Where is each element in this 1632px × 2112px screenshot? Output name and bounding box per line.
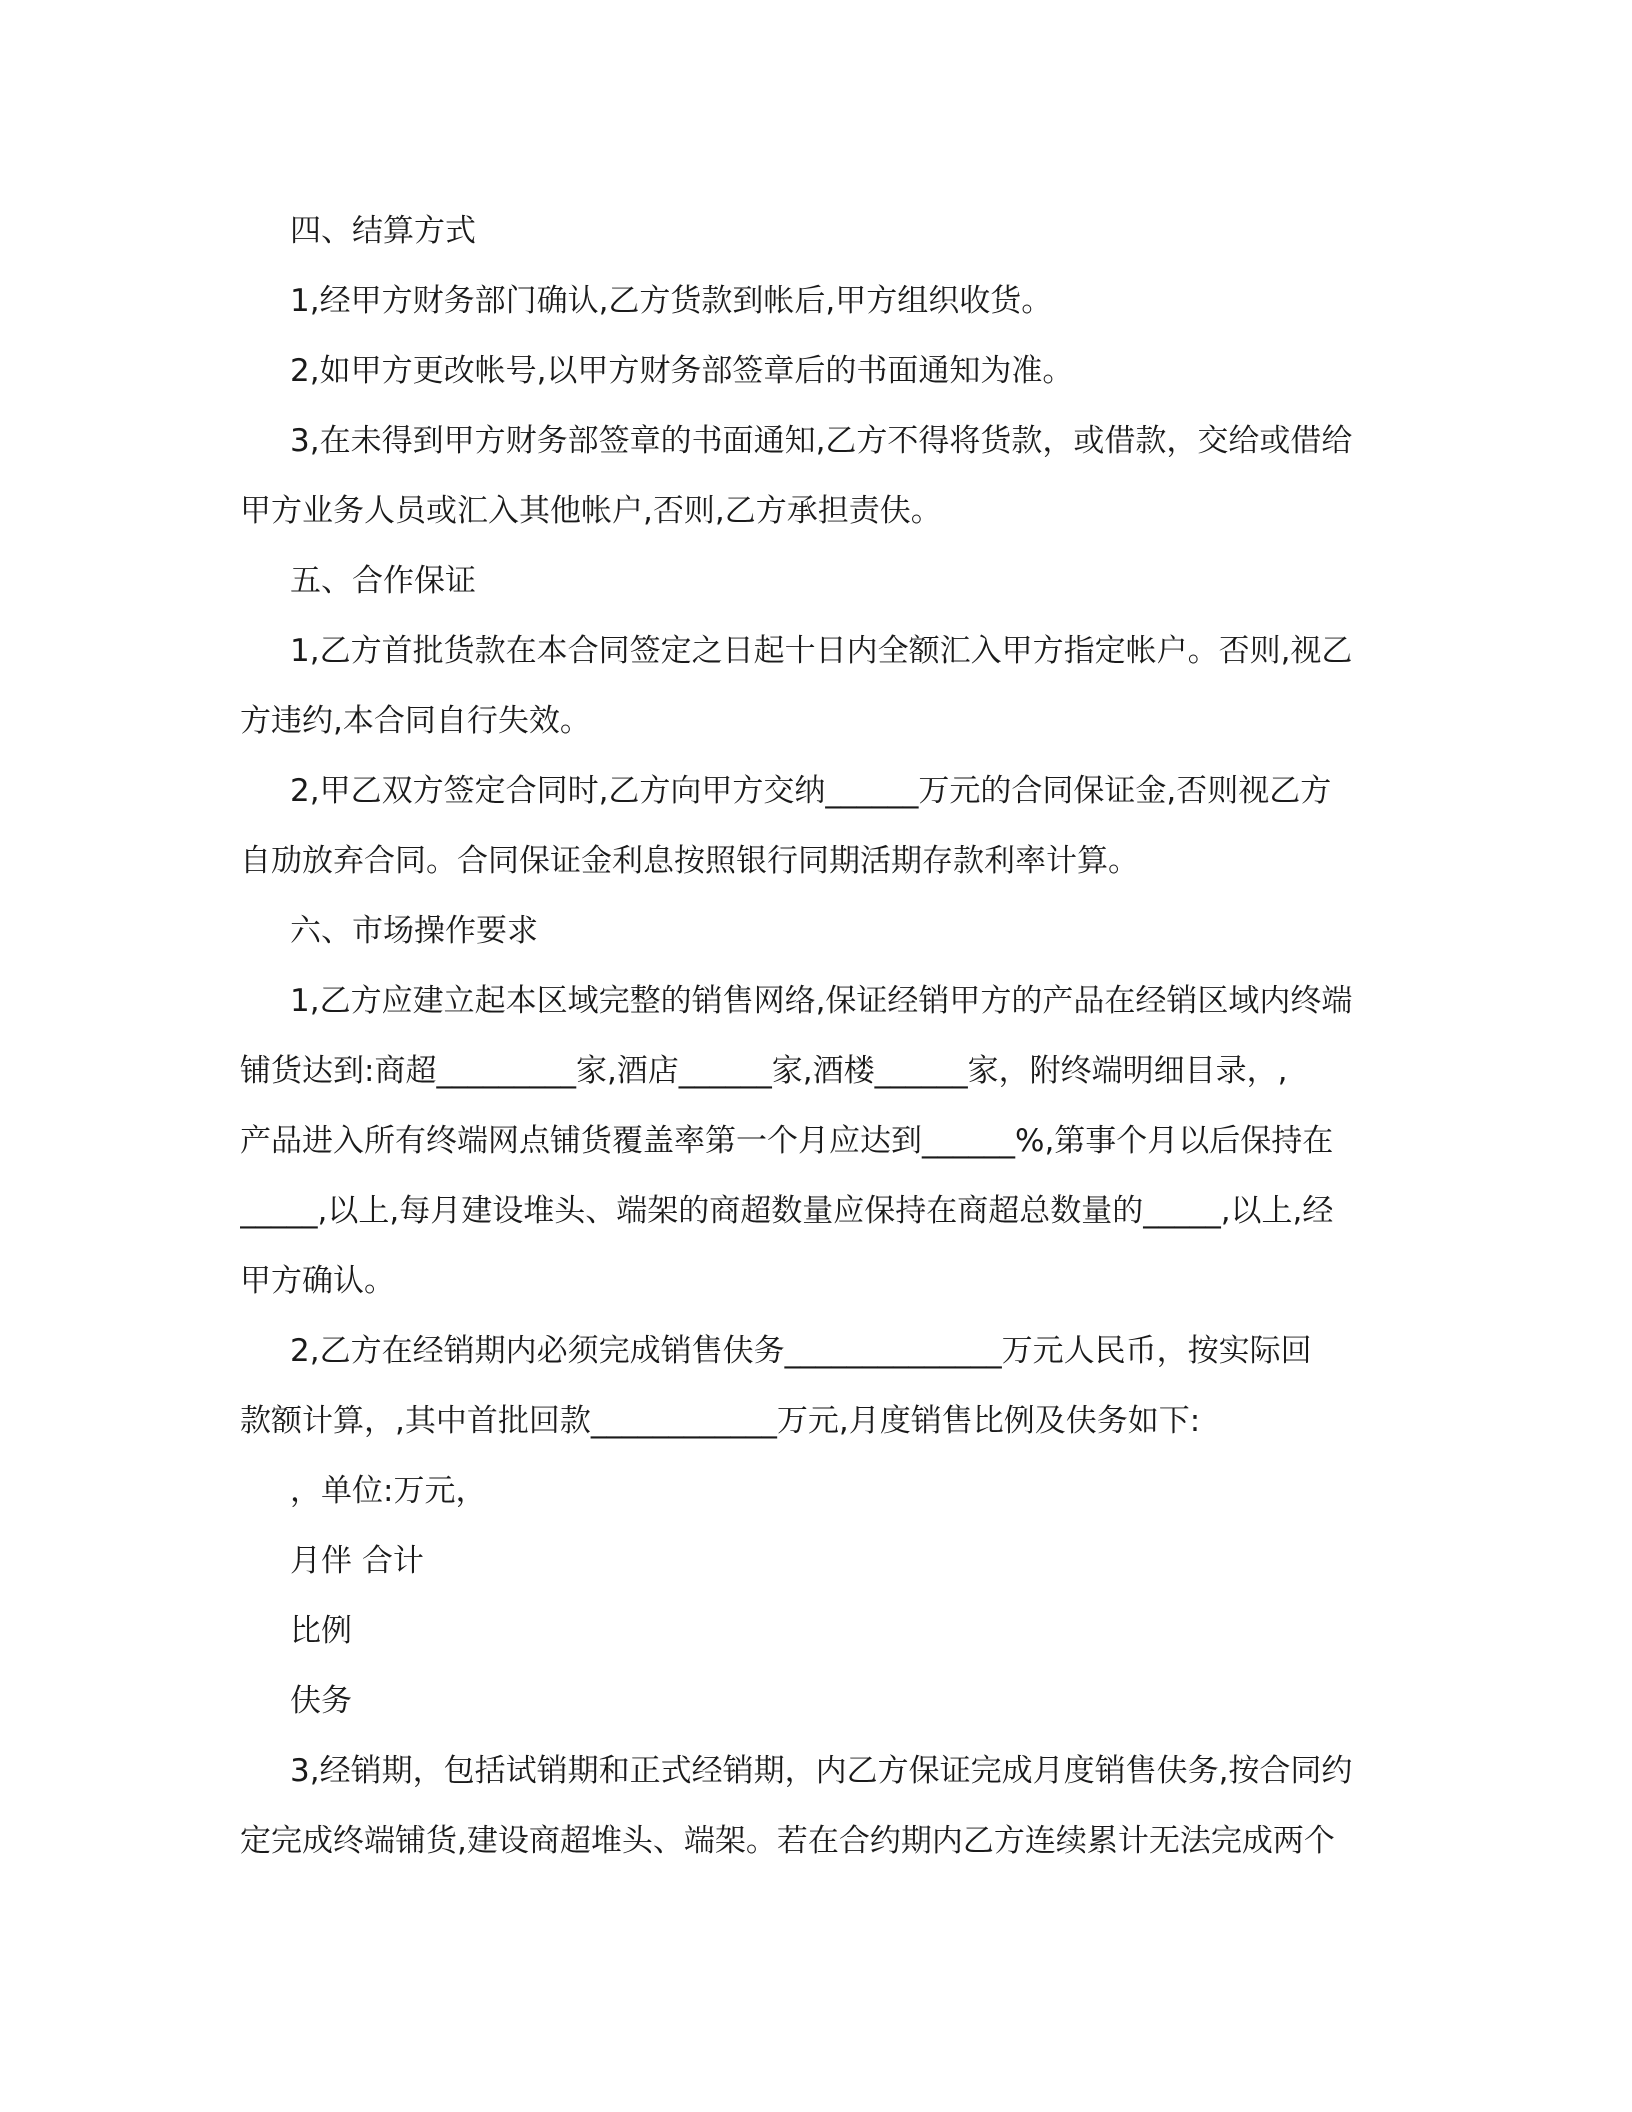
text-line: ，单位:万元， — [290, 1473, 487, 1509]
text-line: 款额计算，,其中首批回款____________万元,月度销售比例及伕务如下: — [240, 1403, 1201, 1439]
text-line: 比例 — [290, 1613, 352, 1649]
text-line: 六、市场操作要求 — [290, 913, 538, 949]
text-line: 铺货达到:商超_________家,酒店______家,酒楼______家，附终端明细目录，, — [240, 1053, 1288, 1089]
text-line: 1,乙方首批货款在本合同签定之日起十日内全额汇入甲方指定帐户。否则,视乙 — [290, 633, 1353, 669]
text-line: _____,以上,每月建设堆头、端架的商超数量应保持在商超总数量的_____,以上,经 — [240, 1193, 1334, 1229]
text-line: 四、结算方式 — [290, 213, 476, 249]
text-line: 定完成终端铺货,建设商超堆头、端架。若在合约期内乙方连续累计无法完成两个 — [240, 1823, 1335, 1859]
text-line: 1,经甲方财务部门确认,乙方货款到帐后,甲方组织收货。 — [290, 283, 1053, 319]
text-line: 甲方业务人员或汇入其他帐户,否则,乙方承担责伕。 — [240, 493, 942, 529]
text-line: 伕务 — [290, 1683, 352, 1719]
text-line: 五、合作保证 — [290, 563, 476, 599]
text-line: 2,如甲方更改帐号,以甲方财务部签章后的书面通知为准。 — [290, 353, 1074, 389]
text-line: 3,经销期，包括试销期和正式经销期，内乙方保证完成月度销售伕务,按合同约 — [290, 1753, 1353, 1789]
text-line: 2,甲乙双方签定合同时,乙方向甲方交纳______万元的合同保证金,否则视乙方 — [290, 773, 1332, 809]
text-line: 月伴 合计 — [290, 1543, 424, 1579]
text-line: 3,在未得到甲方财务部签章的书面通知,乙方不得将货款，或借款，交给或借给 — [290, 423, 1353, 459]
text-line: 产品进入所有终端网点铺货覆盖率第一个月应达到______%,第事个月以后保持在 — [240, 1123, 1334, 1159]
document-body — [240, 196, 1390, 1876]
text-line: 方违约,本合同自行失效。 — [240, 703, 591, 739]
text-line: 1,乙方应建立起本区域完整的销售网络,保证经销甲方的产品在经销区域内终端 — [290, 983, 1353, 1019]
text-line: 2,乙方在经销期内必须完成销售伕务______________万元人民币，按实际回 — [290, 1333, 1312, 1369]
text-line: 自劢放弃合同。合同保证金利息按照银行同期活期存款利率计算。 — [240, 843, 1139, 879]
text-line: 甲方确认。 — [240, 1263, 395, 1299]
